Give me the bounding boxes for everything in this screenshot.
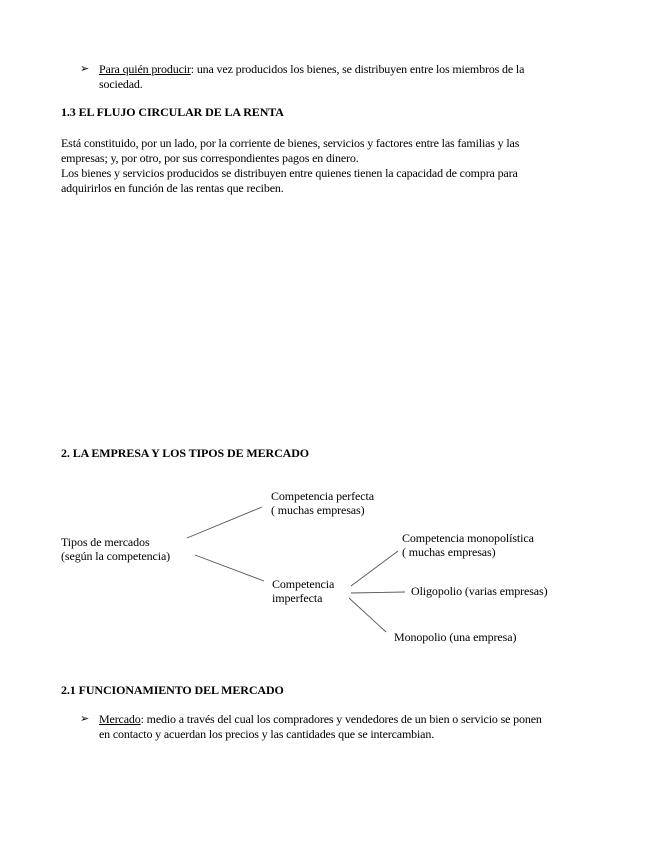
diagram-imperfect-competition-label xyxy=(272,577,334,605)
diagram-monopolistic-line-2: ( muchas empresas) xyxy=(402,545,496,559)
diagram-root-line-1: Tipos de mercados xyxy=(61,535,150,549)
market-bullet-text: : medio a través del cual los compradores y vendedores de un bien o servicio se ponen xyxy=(140,712,542,726)
diagram-root-line-2: (según la competencia) xyxy=(61,549,171,563)
diagram-monopoly-label: Monopolio (una empresa) xyxy=(394,630,517,644)
diagram-root-label xyxy=(61,535,170,563)
bullet-arrow-icon: ➢ xyxy=(80,63,90,75)
intro-bullet-text: : una vez producidos los bienes, se distribuyen entre los miembros de la xyxy=(190,62,525,76)
section-1-3-line: Los bienes y servicios producidos se distribuyen entre quienes tienen la capacidad de compra para xyxy=(61,166,518,180)
intro-bullet-term: Para quién producir xyxy=(99,62,191,76)
connector-root-perfect xyxy=(187,507,262,538)
market-bullet-line-1 xyxy=(99,712,542,726)
section-1-3-line: empresas; y, por otro, por sus correspondientes pagos en dinero. xyxy=(61,151,359,165)
diagram-perfect-line-2: ( muchas empresas) xyxy=(271,503,365,517)
market-bullet-line-2: en contacto y acuerdan los precios y las cantidades que se intercambian. xyxy=(99,727,435,741)
connector-imperfect-oligopoly xyxy=(351,592,405,593)
connector-imperfect-monopoly xyxy=(349,598,386,632)
section-2-heading: 2. LA EMPRESA Y LOS TIPOS DE MERCADO xyxy=(61,446,309,460)
diagram-monopolistic-line-1: Competencia monopolística xyxy=(402,531,534,545)
bullet-arrow-icon: ➢ xyxy=(80,713,90,725)
connector-imperfect-monopolistic xyxy=(351,551,398,586)
diagram-perfect-competition-label xyxy=(271,489,374,517)
diagram-oligopoly-label: Oligopolio (varias empresas) xyxy=(411,584,548,598)
section-1-3-heading: 1.3 EL FLUJO CIRCULAR DE LA RENTA xyxy=(61,105,284,119)
intro-bullet-line-2: sociedad. xyxy=(99,77,143,91)
diagram-monopolistic-label xyxy=(402,531,534,559)
intro-bullet-line-1 xyxy=(99,62,524,76)
section-1-3-line: Está constituido, por un lado, por la corriente de bienes, servicios y factores entre las familias y las xyxy=(61,136,520,150)
diagram-imperfect-line-2: imperfecta xyxy=(272,591,323,605)
diagram-perfect-line-1: Competencia perfecta xyxy=(271,489,374,503)
section-1-3-line: adquirirlos en función de las rentas que reciben. xyxy=(61,181,284,195)
connector-root-imperfect xyxy=(195,555,264,581)
diagram-imperfect-line-1: Competencia xyxy=(272,577,335,591)
market-bullet-term: Mercado xyxy=(99,712,141,726)
section-2-1-heading: 2.1 FUNCIONAMIENTO DEL MERCADO xyxy=(61,683,284,697)
